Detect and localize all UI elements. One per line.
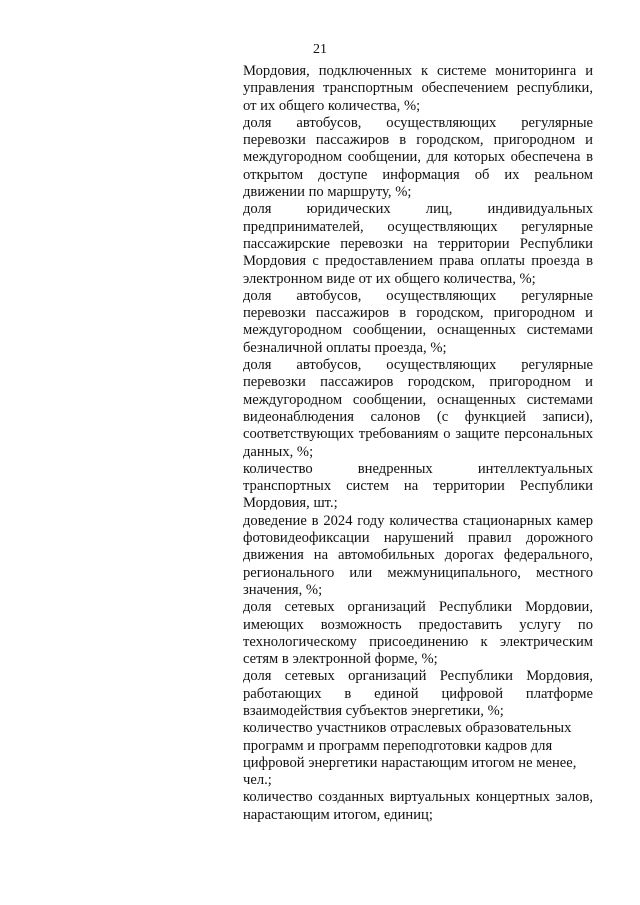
indicator-paragraph-3: доля юридических лиц, индивидуальных предпринимателей, осуществляющих регулярные пассажирские перевозки на территории Республики Мордовия с предоставлением права оплаты проезда в электронном виде от их общего количества, %; (243, 201, 593, 287)
indicator-paragraph-8: доля сетевых организаций Республики Мордовии, имеющих возможность предоставить услугу по технологическому присоединению к электрическим сетям в электронной форме, %; (243, 599, 593, 668)
indicator-paragraph-2: доля автобусов, осуществляющих регулярные перевозки пассажиров в городском, пригородном и междугородном сообщении, для которых обеспечена в открытом доступе информация об их реальном движении по маршруту, %; (243, 114, 593, 201)
indicator-paragraph-5: доля автобусов, осуществляющих регулярные перевозки пассажиров городском, пригородном и междугородном сообщении, оснащенных системами видеонаблюдения салонов (с функцией записи), соответствующих требованиям о защите персональных данных, %; (243, 357, 593, 460)
indicator-paragraph-4: доля автобусов, осуществляющих регулярные перевозки пассажиров в городском, пригородном и междугородном сообщении, оснащенных системами безналичной оплаты проезда, %; (243, 287, 593, 356)
page-number: 21 (313, 42, 327, 57)
indicator-paragraph-1: Мордовия, подключенных к системе мониторинга и управления транспортным обеспечением республики, от их общего количества, %; (243, 63, 593, 114)
indicator-paragraph-7: доведение в 2024 году количества стационарных камер фотовидеофиксации нарушений правил дорожного движения на автомобильных дорогах федерального, регионального или межмуниципального, местного значения, %; (243, 512, 593, 598)
indicator-paragraph-10: количество участников отраслевых образовательных программ и программ переподготовки кадров для цифровой энергетики нарастающим итогом не менее, чел.; (243, 720, 577, 789)
indicator-paragraph-9: доля сетевых организаций Республики Мордовия, работающих в единой цифровой платформе взаимодействия субъектов энергетики, %; (243, 668, 593, 719)
document-body (243, 63, 593, 824)
indicator-paragraph-11: количество созданных виртуальных концертных залов, нарастающим итогом, единиц; (243, 789, 593, 823)
indicator-paragraph-6: количество внедренных интеллектуальных транспортных систем на территории Республики Мордовия, шт.; (243, 460, 593, 512)
